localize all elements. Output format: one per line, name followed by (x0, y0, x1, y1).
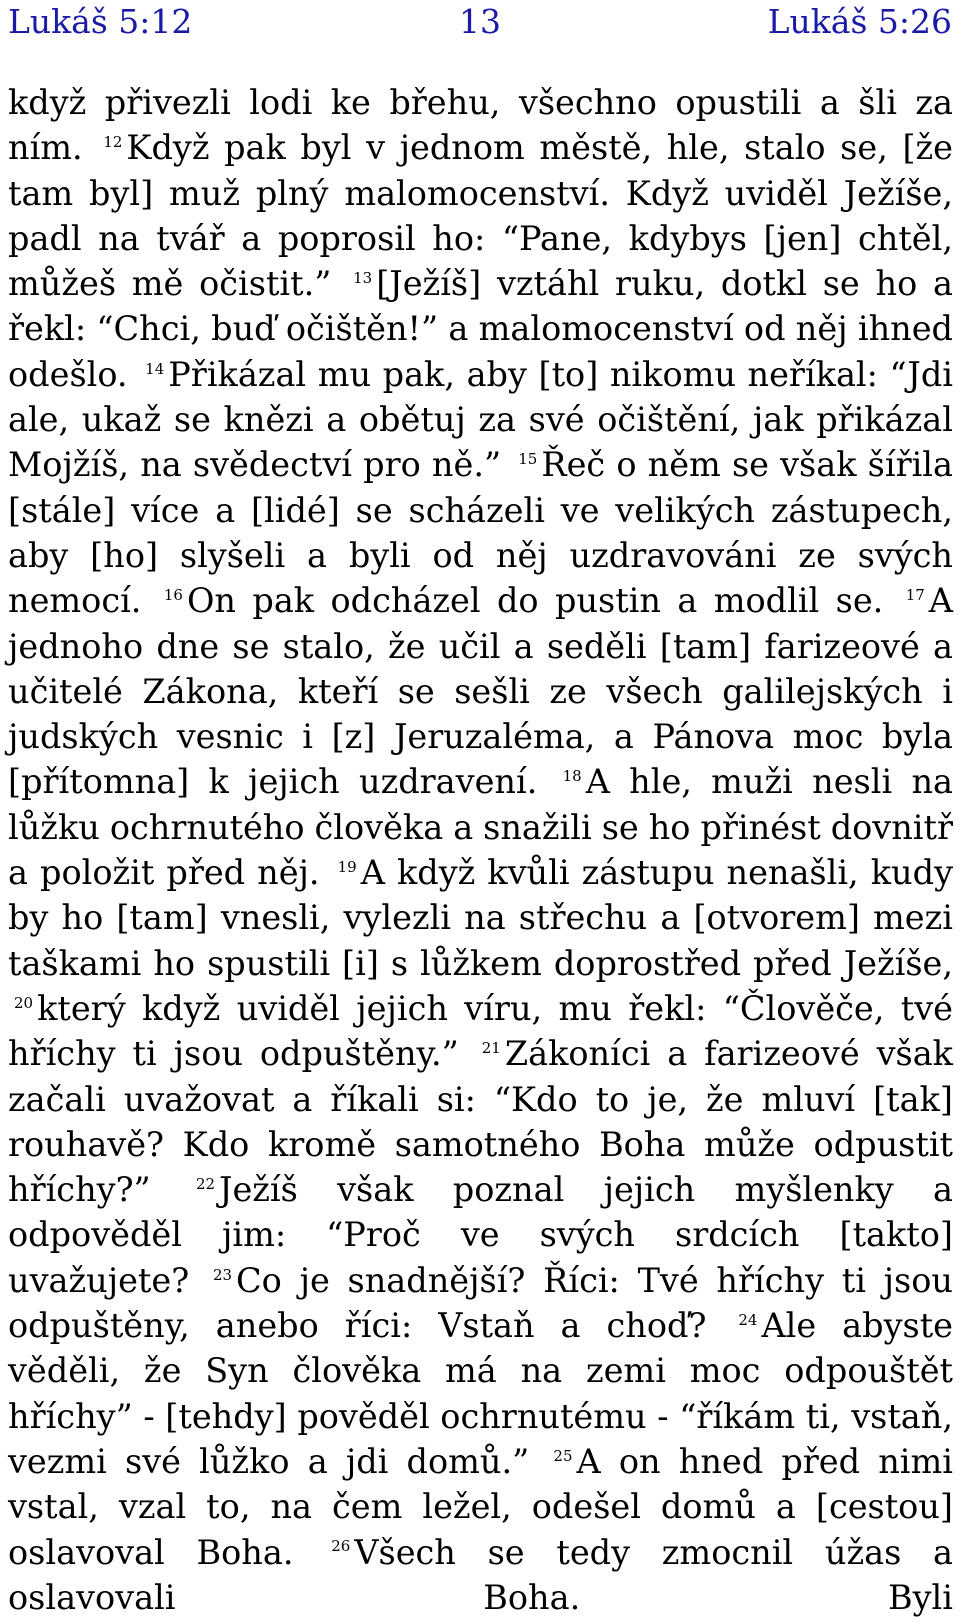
verse-number: 15 (518, 450, 538, 469)
verse-number: 26 (331, 1537, 351, 1556)
verse-text: On pak odcházel do pustin a modlil se. (186, 581, 884, 621)
verse-number: 21 (481, 1039, 501, 1058)
verse-text: Ježíš však poznal jejich myšlenky a odpověděl jim: “Proč ve svých srdcích [takto] uvažujete? (8, 1170, 953, 1300)
verse-text: když přivezli lodi ke břehu, všechno opustili a šli za ním. (8, 83, 953, 168)
verse-text: Všech se tedy zmocnil úžas a oslavovali Boha. Byli (8, 1532, 953, 1617)
verse-text: Zákoníci a farizeové však začali uvažovat a říkali si: “Kdo to je, že mluví [tak] rouhavě? Kdo kromě samotného Boha může odpustit hříchy?” (8, 1034, 953, 1210)
verse-number: 18 (562, 767, 582, 786)
verse-text: A hle, muži nesli na lůžku ochrnutého člověka a snažili se ho přinést dovnitř a položit před něj. (8, 762, 953, 893)
scripture-text (8, 80, 953, 1620)
verse-text: Ale abyste věděli, že Syn člověka má na zemi moc odpouštět hříchy” - [tehdy] pověděl ochrnutému - “říkám ti, vstaň, vezmi své lůžko a jdi domů.” (8, 1306, 954, 1481)
verse-number: 22 (195, 1174, 216, 1193)
header-right-reference: Lukáš 5:26 (767, 2, 952, 41)
verse-number: 20 (14, 993, 34, 1012)
verse-number: 24 (738, 1310, 758, 1329)
verse-text: A když kvůli zástupu nenašli, kudy by ho [tam] vnesli, vylezli na střechu a [otvorem] mezi taškami ho spustili [i] s lůžkem doprostřed před Ježíše, (8, 853, 953, 983)
verse-number: 14 (145, 359, 165, 378)
verse-text: Přikázal mu pak, aby [to] nikomu neříkal: “Jdi ale, ukaž se knězi a obětuj za své očištění, jak přikázal Mojžíš, na svědectví pro ně.” (8, 354, 953, 485)
verse-text: A on hned před nimi vstal, vzal to, na čem ležel, odešel domů a [cestou] oslavoval Boha. (8, 1441, 953, 1572)
verse-text: Když pak byl v jednom městě, hle, stalo se, [že tam byl] muž plný malomocenství. Když uviděl Ježíše, padl na tvář a poprosil ho: “Pane, kdybys [jen] chtěl, můžeš mě očistit.” (8, 128, 953, 304)
verse-number: 19 (337, 857, 357, 876)
verse-text: Řeč o něm se však šířila [stále] více a [lidé] se scházeli ve velikých zástupech, aby [ho] slyšeli a byli od něj uzdravováni ze svých nemocí. (8, 445, 953, 621)
page-number: 13 (459, 2, 501, 41)
verse-number: 23 (212, 1265, 233, 1284)
page-header (8, 0, 952, 50)
header-left-reference: Lukáš 5:12 (8, 2, 193, 41)
verse-text: A jednoho dne se stalo, že učil a seděli [tam] farizeové a učitelé Zákona, kteří se sešli ze všech galilejských i judských vesnic i [z] Jeruzaléma, a Pánova moc byla [přítomna] k jejich uzdravení. (8, 581, 953, 802)
verse-number: 13 (353, 269, 373, 288)
verse-text: Co je snadnější? Říci: Tvé hříchy ti jsou odpuštěny, anebo říci: Vstaň a choď? (8, 1260, 953, 1346)
verse-number: 25 (553, 1446, 573, 1465)
verse-number: 16 (163, 586, 183, 605)
verse-number: 17 (905, 586, 925, 605)
verse-text: [Ježíš] vztáhl ruku, dotkl se ho a řekl: “Chci, buď očištěn!” a malomocenství od něj ihned odešlo. (8, 264, 953, 394)
verse-text: který když uviděl jejich víru, mu řekl: “Člověče, tvé hříchy ti jsou odpuštěny.” (8, 988, 953, 1074)
verse-number: 12 (103, 133, 123, 152)
